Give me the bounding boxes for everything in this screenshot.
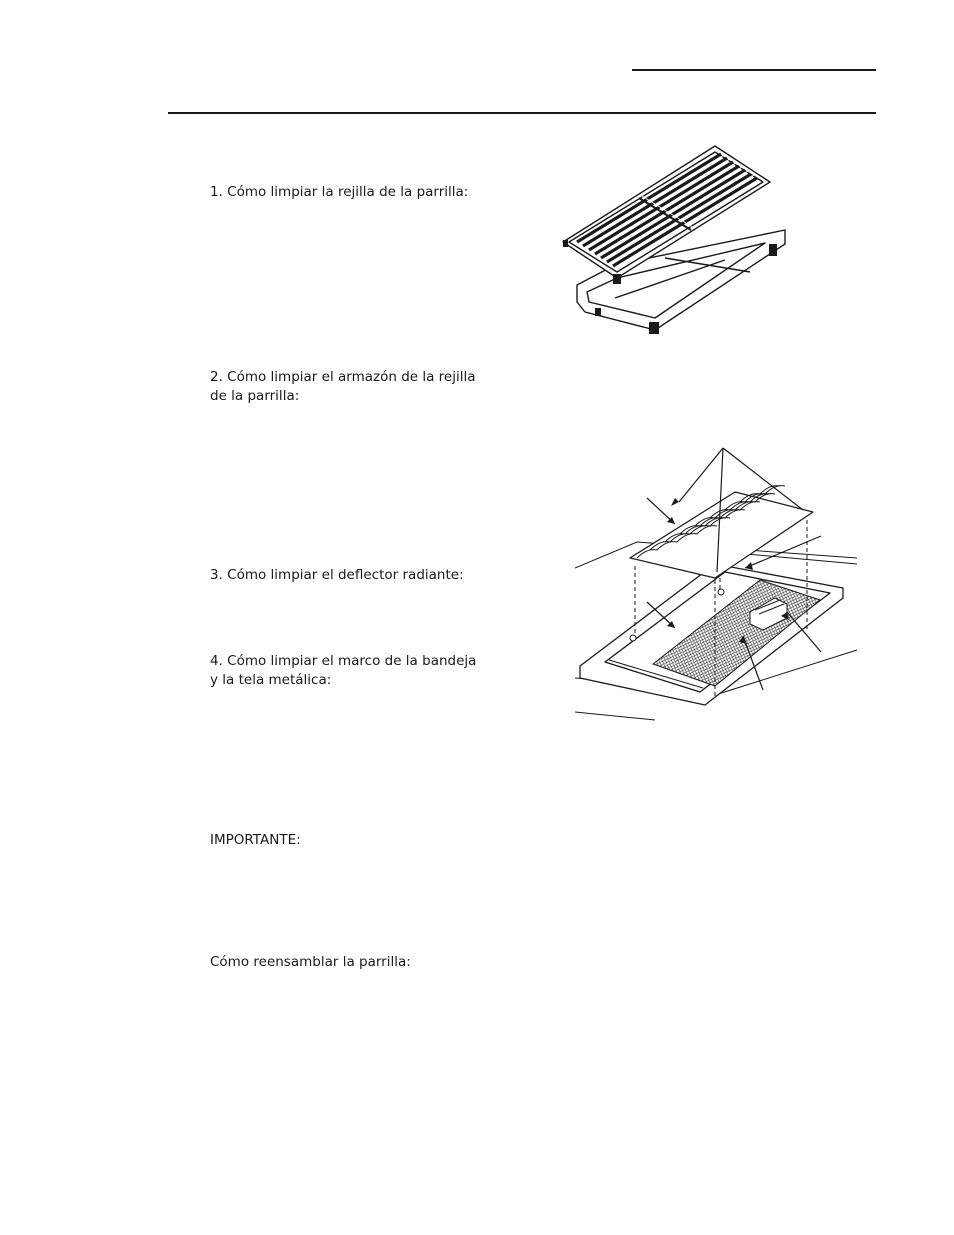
grill-grate-and-frame-icon	[555, 140, 795, 350]
header-long-rule	[168, 112, 876, 114]
radiant-cleaning-heading: 3. Cómo limpiar el deflector radiante:	[210, 567, 464, 583]
grate-frame-cleaning-heading	[210, 368, 476, 406]
important-heading: IMPORTANTE:	[210, 832, 301, 848]
reassemble-heading: Cómo reensamblar la parrilla:	[210, 954, 411, 970]
tray-cleaning-heading	[210, 652, 476, 690]
grate-frame-heading-line2: de la parrilla:	[210, 388, 300, 404]
grate-cleaning-heading: 1. Cómo limpiar la rejilla de la parrilla:	[210, 184, 469, 200]
tray-heading-line2: y la tela metálica:	[210, 672, 332, 688]
header-short-rule	[632, 69, 876, 71]
grill-radiant-and-tray-icon	[575, 440, 865, 725]
tray-heading-line1: 4. Cómo limpiar el marco de la bandeja	[210, 653, 477, 669]
grate-frame-heading-line1: 2. Cómo limpiar el armazón de la rejilla	[210, 369, 476, 385]
